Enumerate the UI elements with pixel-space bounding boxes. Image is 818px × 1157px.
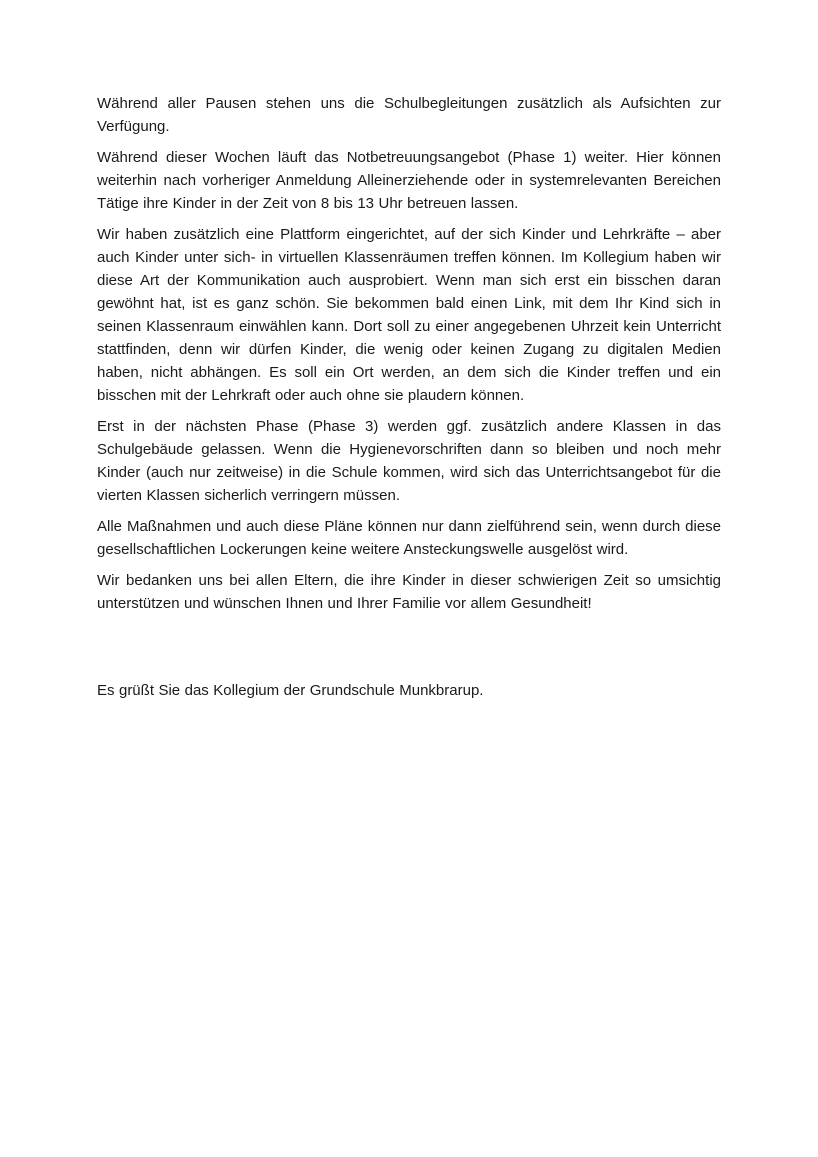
paragraph-phase-3: Erst in der nächsten Phase (Phase 3) werden ggf. zusätzlich andere Klassen in das Schulgebäude gelassen. Wenn die Hygienevorschriften dann so bleiben und noch mehr Kinder (auch nur zeitweise) in die Schule kommen, wird sich das Unterrichtsangebot für die vierten Klassen sicherlich verringern müssen. (97, 418, 721, 504)
letter-body (97, 92, 721, 710)
closing-line: Es grüßt Sie das Kollegium der Grundschule Munkbrarup. (97, 682, 484, 699)
paragraph-massnahmen: Alle Maßnahmen und auch diese Pläne können nur dann zielführend sein, wenn durch diese gesellschaftlichen Lockerungen keine weitere Ansteckungswelle ausgelöst wird. (97, 518, 721, 558)
paragraph-pausen-aufsichten: Während aller Pausen stehen uns die Schulbegleitungen zusätzlich als Aufsichten zur Verfügung. (97, 95, 721, 135)
paragraph-plattform: Wir haben zusätzlich eine Plattform eingerichtet, auf der sich Kinder und Lehrkräfte – aber auch Kinder unter sich- in virtuellen Klassenräumen treffen können. Im Kollegium haben wir diese Art der Kommunikation auch ausprobiert. Wenn man sich erst ein bisschen daran gewöhnt hat, ist es ganz schön. Sie bekommen bald einen Link, mit dem Ihr Kind sich in seinen Klassenraum einwählen kann. Dort soll zu einer angegebenen Uhrzeit kein Unterricht stattfinden, denn wir dürfen Kinder, die wenig oder keinen Zugang zu digitalen Medien haben, nicht abhängen. Es soll ein Ort werden, an dem sich die Kinder treffen und ein bisschen mit der Lehrkraft oder auch ohne sie plaudern können. (97, 226, 721, 404)
paragraph-dank: Wir bedanken uns bei allen Eltern, die ihre Kinder in dieser schwierigen Zeit so umsichtig unterstützen und wünschen Ihnen und Ihrer Familie vor allem Gesundheit! (97, 572, 721, 612)
paragraph-notbetreuung: Während dieser Wochen läuft das Notbetreuungsangebot (Phase 1) weiter. Hier können weiterhin nach vorheriger Anmeldung Alleinerziehende oder in systemrelevanten Bereichen Tätige ihre Kinder in der Zeit von 8 bis 13 Uhr betreuen lassen. (97, 149, 721, 212)
